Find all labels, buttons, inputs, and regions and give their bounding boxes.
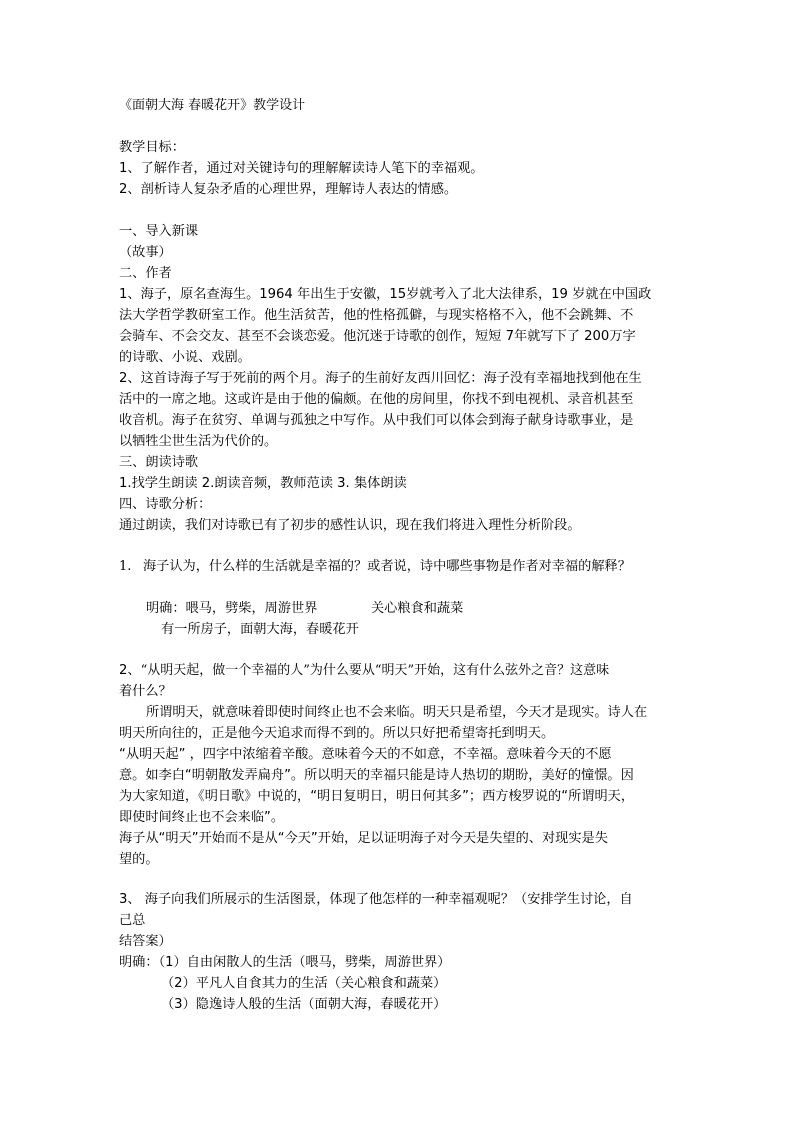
- reading-steps: 1.找学生朗读 2.朗读音频，教师范读 3. 集体朗读: [119, 476, 407, 491]
- section-4-heading: 四、诗歌分析：: [119, 497, 212, 512]
- author-para-2-line: 2、这首诗海子写于死前的两个月。海子的生前好友西川回忆：海子没有幸福地找到他在生: [119, 371, 642, 386]
- author-para-2-line: 活中的一席之地。这或许是由于他的偏颇。在他的房间里，你找不到电视机、录音机甚至: [119, 392, 634, 407]
- question-3-answer-2: （2）平凡人自食其力的生活（关心粮食和蔬菜）: [161, 976, 447, 991]
- question-2-body-line: 海子从“明天”开始而不是从“今天”开始，足以证明海子对今天是失望的、对现实是失: [119, 831, 608, 846]
- question-3-line-1: 3、 海子向我们所展示的生活图景，体现了他怎样的一种幸福观呢？（安排学生讨论，自: [119, 892, 633, 907]
- author-para-1-line: 法大学哲学教研室工作。他生活贫苦，他的性格孤僻，与现实格格不入，他不会跳舞、不: [119, 308, 634, 323]
- question-3-answer-1: 明确：（1）自由闲散人的生活（喂马，劈柴，周游世界）: [119, 955, 451, 970]
- question-1-answer: 明确：喂马，劈柴，周游世界: [146, 601, 318, 616]
- question-3-line-3: 结答案）: [119, 934, 172, 949]
- author-para-2-line: 收音机。海子在贫穷、单调与孤独之中写作。从中我们可以体会到海子献身诗歌事业，是: [119, 413, 634, 428]
- question-1-answer-line-2: 有一所房子，面朝大海，春暖花开: [161, 622, 359, 637]
- question-2-prefix: 2、: [119, 663, 141, 678]
- question-2-body-line: 为大家知道，《明日歌》中说的，“明日复明日，明日何其多”；西方梭罗说的“所谓明天，: [119, 789, 635, 804]
- author-para-1-line: 的诗歌、小说、戏剧。: [119, 350, 251, 365]
- objective-1: 1、了解作者，通过对关键诗句的理解解读诗人笔下的幸福观。: [119, 161, 484, 176]
- question-2-line-2: 着什么？: [119, 684, 172, 699]
- question-1-answer-extra: 关心粮食和蔬菜: [371, 601, 464, 616]
- analysis-intro: 通过朗读，我们对诗歌已有了初步的感性认识，现在我们将进入理性分析阶段。: [119, 518, 581, 533]
- section-1-story: （故事）: [119, 245, 172, 260]
- section-3-heading: 三、朗读诗歌: [119, 455, 199, 470]
- question-2-body-line: 意。如李白“明朝散发弄扁舟”。所以明天的幸福只能是诗人热切的期盼，美好的憧憬。因: [119, 768, 634, 783]
- question-2-body-line: 明天所向往的，正是他今天追求而得不到的。所以只好把希望寄托到明天。: [119, 726, 555, 741]
- question-1-number: 1.: [119, 559, 132, 574]
- question-2-body-line: 即使时间终止也不会来临”。: [119, 810, 285, 825]
- question-2-line-1: [119, 661, 609, 681]
- author-para-1-line: 1、海子，原名查海生。1964 年出生于安徽，15岁就考入了北大法律系，19 岁就在中国政: [119, 287, 652, 302]
- author-para-2-line: 以牺牲尘世生活为代价的。: [119, 434, 278, 449]
- question-1-text: 海子认为，什么样的生活就是幸福的？或者说，诗中哪些事物是作者对幸福的解释？: [143, 559, 631, 574]
- question-2-body-line: “从明天起” ，四字中浓缩着辛酸。意味着今天的不如意，不幸福。意味着今天的不愿: [119, 747, 612, 762]
- author-para-1-line: 会骑车、不会交友、甚至不会谈恋爱。他沉迷于诗歌的创作，短短 7年就写下了 200万字: [119, 329, 636, 344]
- section-2-heading: 二、作者: [119, 266, 172, 281]
- question-2-text: “从明天起，做一个幸福的人”为什么要从“明天”开始，这有什么弦外之音？这意味: [140, 663, 610, 678]
- question-2-body-line: 所谓明天，就意味着即使时间终止也不会来临。明天只是希望，今天才是现实。诗人在: [146, 705, 648, 720]
- question-3-answer-3: （3）隐逸诗人般的生活（面朝大海，春暖花开）: [161, 997, 447, 1012]
- objectives-heading: 教学目标：: [119, 140, 185, 155]
- question-3-line-2: 己总: [119, 913, 146, 928]
- objective-2: 2、剖析诗人复杂矛盾的心理世界，理解诗人表达的情感。: [119, 182, 458, 197]
- question-2-body-line: 望的。: [119, 852, 159, 867]
- section-1-heading: 一、导入新课: [119, 224, 199, 239]
- document-title: 《面朝大海 春暖花开》教学设计: [119, 98, 306, 113]
